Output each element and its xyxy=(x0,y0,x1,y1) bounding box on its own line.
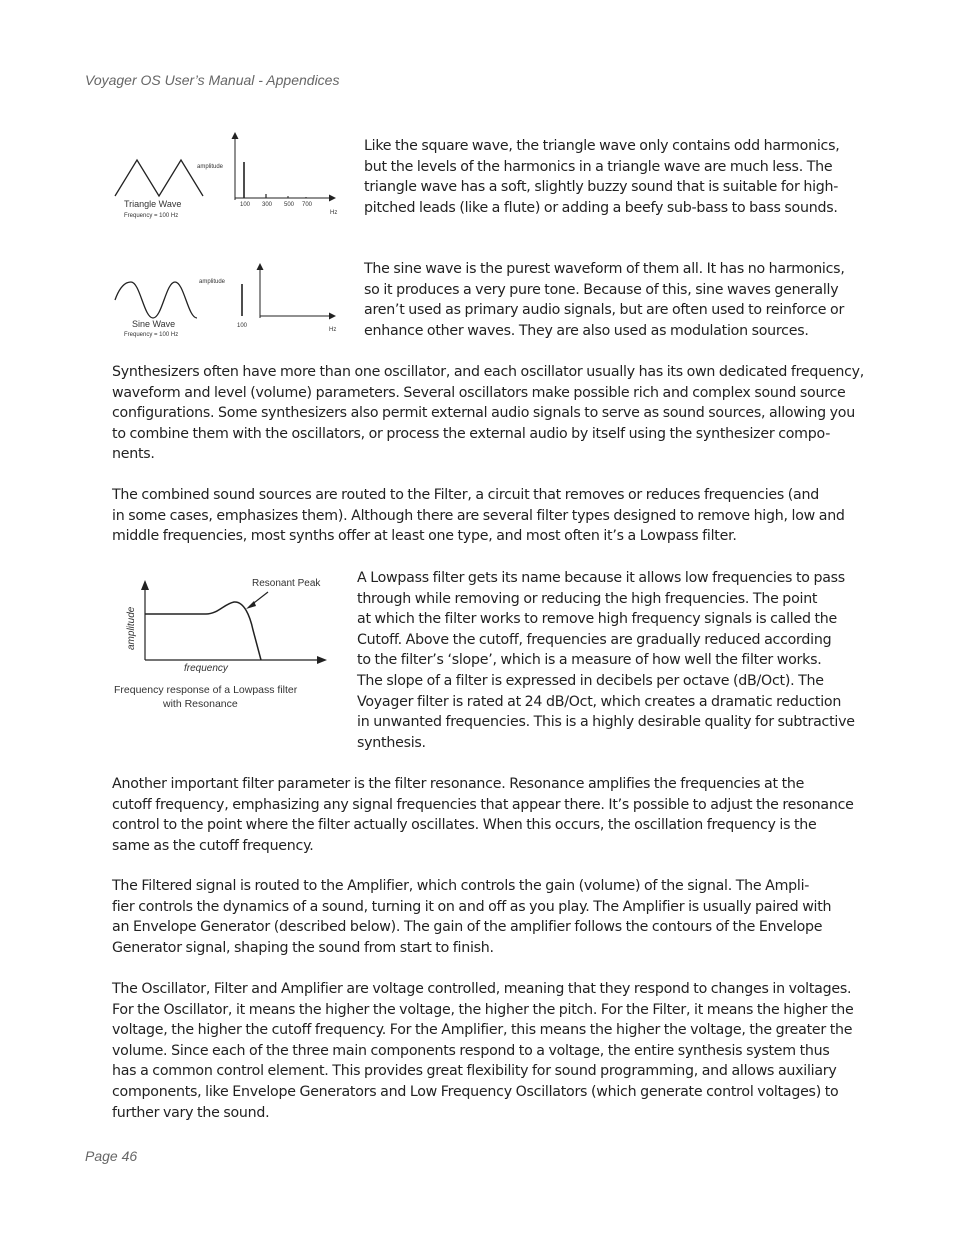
text-line: aren’t used as primary audio signals, but are often used to reinforce or xyxy=(364,302,845,319)
sine-wave-diagram xyxy=(110,256,345,346)
text-line: but the levels of the harmonics in a triangle wave are much less. The xyxy=(364,158,833,175)
text-line: waveform and level (volume) parameters. Several oscillators make possible rich and complex sound source xyxy=(112,384,846,401)
text-line: configurations. Some synthesizers also permit external audio signals to serve as sound sources, allowing you xyxy=(112,405,855,422)
hz-unit: Hz xyxy=(330,210,338,216)
figure-caption-line-1: Frequency response of a Lowpass filter xyxy=(114,684,298,696)
text-line: volume. Since each of the three main components respond to a voltage, the entire synthesis system thus xyxy=(112,1042,830,1059)
text-line: control to the point where the filter actually oscillates. When this occurs, the oscillation frequency is the xyxy=(112,817,817,834)
lowpass-paragraph xyxy=(357,568,855,753)
text-line: in some cases, emphasizes them). Although there are several filter types designed to remove high, low and xyxy=(112,507,845,524)
triangle-waveform xyxy=(115,160,203,196)
tick-700: 700 xyxy=(302,202,313,208)
tick-500: 500 xyxy=(284,202,295,208)
text-line: Cutoff. Above the cutoff, frequencies are gradually reduced according xyxy=(357,631,832,648)
text-line: at which the filter works to remove high frequency signals is called the xyxy=(357,611,838,628)
filter-response-curve xyxy=(145,602,261,660)
voltage-control-paragraph xyxy=(112,979,853,1123)
figure-caption-line-2: with Resonance xyxy=(163,698,238,710)
text-line: voltage, the higher the cutoff frequency. For the Amplifier, this means the higher the voltage, the greater the xyxy=(112,1022,853,1039)
x-axis-arrow xyxy=(329,313,336,320)
sine-paragraph xyxy=(364,259,845,341)
text-line: an Envelope Generator (described below). The gain of the amplifier follows the contours of the Envelope xyxy=(112,919,823,936)
text-line: The slope of a filter is expressed in decibels per octave (dB/Oct). The xyxy=(357,672,824,689)
tick-100: 100 xyxy=(237,323,248,329)
amplifier-paragraph xyxy=(112,876,831,958)
lowpass-filter-figure xyxy=(110,568,340,718)
y-axis-arrow xyxy=(232,132,239,139)
sine-waveform xyxy=(115,282,197,318)
triangle-wave-label: Triangle Wave xyxy=(124,199,182,209)
amplitude-label: amplitude xyxy=(126,606,137,650)
y-axis-arrow xyxy=(257,263,264,270)
text-line: through while removing or reducing the high frequencies. The point xyxy=(357,590,818,607)
text-line: cutoff frequency, emphasizing any signal frequencies that appear there. It’s possible to adjust the resonance xyxy=(112,796,854,813)
text-line: further vary the sound. xyxy=(112,1104,270,1121)
triangle-wave-diagram xyxy=(110,130,345,230)
running-header: Voyager OS User’s Manual - Appendices xyxy=(85,72,340,88)
text-line: enhance other waves. They are also used as modulation sources. xyxy=(364,322,809,339)
text-line: so it produces a very pure tone. Because of this, sine waves generally xyxy=(364,281,839,298)
text-line: pitched leads (like a flute) or adding a beefy sub-bass to bass sounds. xyxy=(364,199,838,216)
text-line: Like the square wave, the triangle wave only contains odd harmonics, xyxy=(364,138,840,154)
text-line: nents. xyxy=(112,446,155,463)
text-line: Generator signal, shaping the sound from start to finish. xyxy=(112,939,494,956)
tick-300: 300 xyxy=(262,202,273,208)
text-line: For the Oscillator, it means the higher the voltage, the higher the pitch. For the Filter, it means the higher the xyxy=(112,1001,854,1018)
combined-sources-paragraph xyxy=(112,485,845,547)
synthesizers-paragraph xyxy=(112,362,864,465)
amplitude-label: amplitude xyxy=(197,164,224,170)
tick-100: 100 xyxy=(240,202,251,208)
resonance-paragraph xyxy=(112,774,854,856)
triangle-frequency-label: Frequency = 100 Hz xyxy=(124,213,179,219)
text-line: The sine wave is the purest waveform of them all. It has no harmonics, xyxy=(364,261,845,277)
lowpass-response-diagram xyxy=(110,568,340,718)
resonant-peak-label: Resonant Peak xyxy=(252,578,321,589)
triangle-paragraph xyxy=(364,136,840,218)
text-line: The combined sound sources are routed to the Filter, a circuit that removes or reduces frequencies (and xyxy=(112,487,820,503)
text-line: has a common control element. This provides great flexibility for sound programming, and allows auxiliary xyxy=(112,1063,837,1080)
text-line: A Lowpass filter gets its name because it allows low frequencies to pass xyxy=(357,570,845,586)
y-axis-arrow xyxy=(141,580,149,590)
text-line: middle frequencies, most synths offer at least one type, and most often it’s a Lowpass filter. xyxy=(112,528,737,545)
text-line: The Filtered signal is routed to the Amplifier, which controls the gain (volume) of the signal. The Ampli- xyxy=(112,878,810,894)
frequency-label: frequency xyxy=(184,663,228,674)
text-line: to combine them with the oscillators, or process the external audio by itself using the synthesizer compo- xyxy=(112,425,831,442)
sine-wave-figure xyxy=(110,256,345,346)
text-line: The Oscillator, Filter and Amplifier are voltage controlled, meaning that they respond to changes in voltages. xyxy=(112,981,852,997)
text-line: fier controls the dynamics of a sound, turning it on and off as you play. The Amplifier is usually paired with xyxy=(112,898,832,915)
hz-unit: Hz xyxy=(329,327,337,333)
text-line: synthesis. xyxy=(357,734,426,751)
text-line: Voyager filter is rated at 24 dB/Oct, which creates a dramatic reduction xyxy=(357,693,842,710)
text-line: same as the cutoff frequency. xyxy=(112,837,314,854)
text-line: Synthesizers often have more than one oscillator, and each oscillator usually has its own dedicated frequency, xyxy=(112,364,865,380)
page-number: Page 46 xyxy=(85,1148,138,1164)
x-axis-arrow xyxy=(317,656,327,664)
triangle-wave-figure xyxy=(110,130,345,230)
sine-wave-label: Sine Wave xyxy=(132,319,176,329)
text-line: Another important filter parameter is the filter resonance. Resonance amplifies the frequencies at the xyxy=(112,776,805,792)
text-line: in unwanted frequencies. This is a highly desirable quality for subtractive xyxy=(357,714,855,731)
text-line: triangle wave has a soft, slightly buzzy sound that is suitable for high- xyxy=(364,179,839,196)
text-line: components, like Envelope Generators and Low Frequency Oscillators (which generate control voltages) to xyxy=(112,1083,839,1100)
text-line: to the filter’s ‘slope’, which is a measure of how well the filter works. xyxy=(357,652,822,669)
amplitude-label: amplitude xyxy=(199,279,226,285)
sine-frequency-label: Frequency = 100 Hz xyxy=(124,332,179,338)
x-axis-arrow xyxy=(329,195,336,202)
